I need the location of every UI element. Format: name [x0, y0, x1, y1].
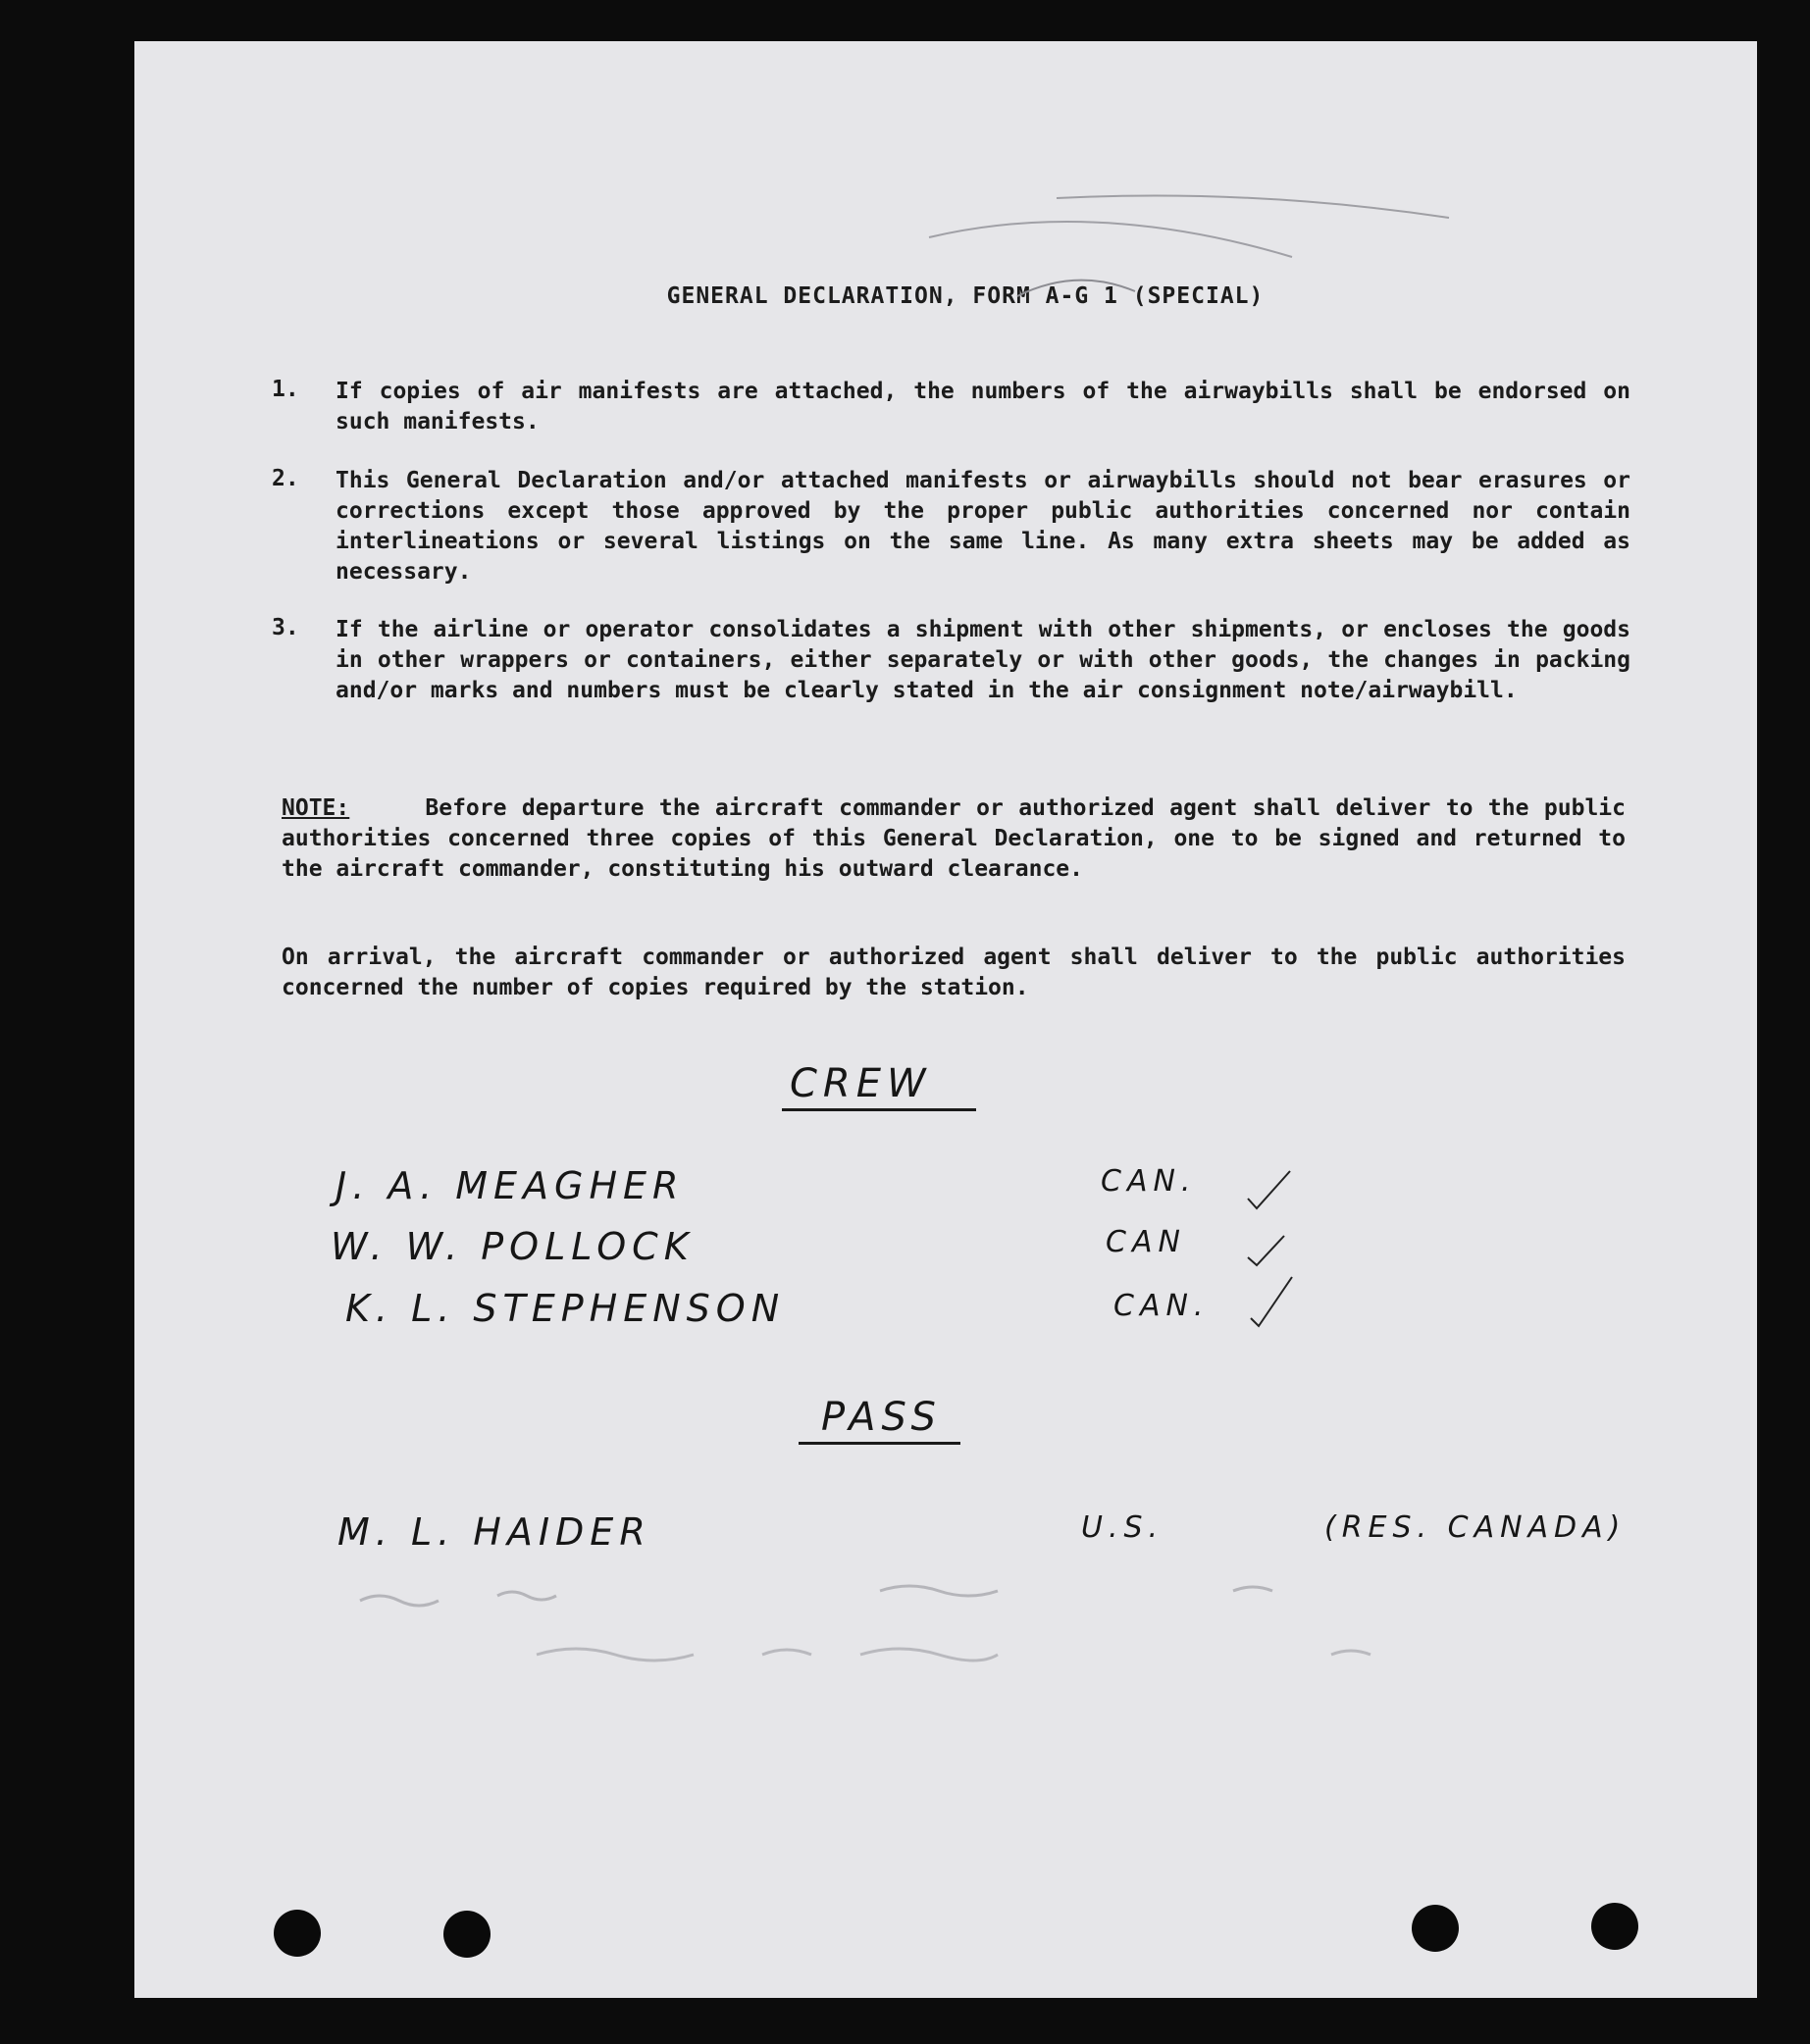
crew-heading-underline — [782, 1108, 976, 1111]
crew-name-3: K. L. STEPHENSON — [345, 1287, 786, 1330]
form-title: GENERAL DECLARATION, FORM A-G 1 (SPECIAL) — [666, 283, 1265, 309]
check-icon — [1248, 1236, 1284, 1265]
note-paragraph — [282, 793, 1626, 885]
arrival-paragraph: On arrival, the aircraft commander or authorized agent shall deliver to the public authorities concerned the number of copies required by the station. — [282, 945, 1626, 1000]
pass-heading: PASS — [821, 1395, 942, 1440]
note-label: NOTE: — [282, 795, 350, 821]
item-number: 3. — [272, 615, 299, 640]
check-icon — [1248, 1171, 1290, 1208]
item-text: If copies of air manifests are attached, the numbers of the airwaybills shall be endorsed on such manifests. — [336, 379, 1630, 434]
faint-scribbles — [350, 1571, 1626, 1689]
punch-hole — [274, 1910, 321, 1957]
note-text: Before departure the aircraft commander or authorized agent shall deliver to the public authorities concerned three copies of this General Declaration, one to be signed and returned to the aircraft commander, constituting his outward clearance. — [282, 795, 1626, 882]
crew-nationality-3: CAN. — [1113, 1289, 1210, 1323]
pen-stroke-marks — [900, 159, 1635, 384]
crew-heading: CREW — [790, 1061, 932, 1106]
document-sheet — [134, 41, 1757, 1998]
item-text: If the airline or operator consolidates a shipment with other shipments, or encloses the goods in other wrappers or containers, either separately or with other goods, the changes in packing and/or marks and numbers must be clearly stated in the air consignment note/airwaybill. — [336, 617, 1630, 703]
check-icon — [1251, 1277, 1292, 1326]
punch-hole — [443, 1911, 491, 1958]
crew-nationality-2: CAN — [1106, 1225, 1186, 1259]
passenger-name: M. L. HAIDER — [337, 1510, 651, 1554]
punch-hole — [1591, 1903, 1638, 1950]
crew-name-1: J. A. MEAGHER — [336, 1164, 685, 1207]
punch-hole — [1412, 1905, 1459, 1952]
item-text: This General Declaration and/or attached manifests or airwaybills should not bear erasures or corrections except those approved by the proper public authorities concerned nor contain interlineations or several listings on the same line. As many extra sheets may be added as necessary. — [336, 468, 1630, 585]
check-marks — [1243, 1130, 1321, 1355]
passenger-residence: (RES. CANADA) — [1324, 1510, 1627, 1545]
crew-name-2: W. W. POLLOCK — [331, 1225, 695, 1268]
item-number: 2. — [272, 466, 299, 491]
passenger-nationality: U.S. — [1081, 1510, 1164, 1545]
item-number: 1. — [272, 377, 299, 402]
pass-heading-underline — [799, 1442, 960, 1445]
crew-nationality-1: CAN. — [1101, 1164, 1197, 1199]
